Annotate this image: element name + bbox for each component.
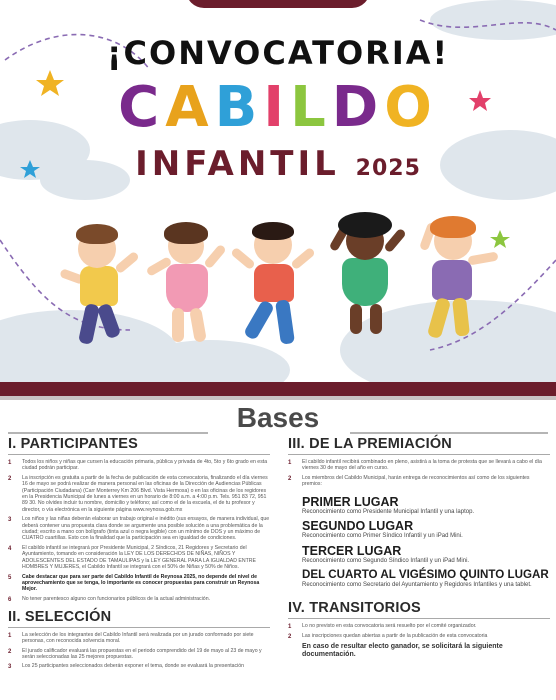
list-item [288,459,550,472]
documentation-note: En caso de resultar electo ganador, se solicitará la siguiente documentación. [302,642,503,659]
list-item [8,574,270,593]
list-item [288,475,550,488]
title-letter: C [118,75,166,140]
item-text: Lo no previsto en esta convocatoria será resuelto por el comité organizador. [302,622,477,629]
prize-item [302,544,550,566]
headline: ¡CONVOCATORIA! [106,34,450,72]
bases-title: Bases [236,402,320,433]
section-rule [8,454,270,455]
year-text: 2025 [355,156,421,181]
section-rule [8,627,270,628]
list-item [8,475,270,513]
left-column [8,436,270,673]
title-letter: B [214,75,264,140]
list-item [8,648,270,661]
list-item [8,596,270,603]
item-text: El jurado calificador evaluará las propuestas en el periodo comprendido del 19 de mayo al 23 de mayo y serán seleccionadas las 25 mejores propuestas. [22,647,262,660]
infantil-subtitle [0,144,556,184]
kid-illustration [410,214,500,354]
prize-description: Reconocimiento como Secretario del Ayuntamiento y Regidores Infantiles y una tablet. [302,582,532,589]
item-number: 1 [288,460,292,466]
item-number: 2 [288,475,292,482]
list-item [8,459,270,472]
item-number: 5 [8,574,12,581]
item-number: 2 [8,475,12,482]
item-text: El cabildo infantil se integrará por Presidente Municipal, 2 Síndicos, 21 Regidores y Secretario del Ayuntamiento, tomando en consideración la LEY DE LOS DERECHOS DE NIÑAS, NIÑOS Y ADOLESCENTES DEL ESTADO DE TAMAULIPAS y la LEY GENERAL PARA LA IGUALDAD ENTRE HOMBRES Y MUJERES, el Cabildo Infantil se integrará con el 50% de Niñas y 50% de Niños. [22,544,256,571]
cabildo-title [0,76,556,140]
section-title: III. DE LA PREMIACIÓN [288,436,452,452]
item-number: 3 [8,517,12,524]
prize-name: DEL CUARTO AL VIGÉSIMO QUINTO LUGAR [302,568,549,582]
title-letter: O [384,75,438,140]
item-text: Los miembros del Cabildo Municipal, harán entrega de reconocimientos así como de los siguientes premios: [302,474,530,488]
title-letter: I [263,75,291,140]
kid-illustration [328,212,408,352]
title-letter: A [165,75,215,140]
item-number: 2 [8,648,12,655]
section-title: II. SELECCIÓN [8,608,112,625]
item-number: 6 [8,596,12,603]
prize-description: Reconocimiento como Presidente Municipal Infantil y una laptop. [302,508,475,515]
title-letter: L [290,75,332,140]
item-text: La selección de los integrantes del Cabildo Infantil será realizada por un jurado conformado por siete personas, con reconocida solvencia moral. [22,631,254,645]
list-item [288,623,550,630]
item-text: Todos los niños y niñas que cursen la educación primaria, pública y privada de 4to, 5to y 6to grado en esta ciudad podrán participar. [22,459,268,472]
title-letter: D [331,75,385,140]
subtitle-text: INFANTIL [135,144,340,184]
kid-illustration [236,220,316,360]
list-item [8,516,270,542]
kid-illustration [62,222,142,352]
item-text: Los niños y las niñas deberán elaborar un trabajo original e inédito (sus ensayos, de manera individual, que deberá contener una propuesta clara donde se argumente una posible solución a una problemática de la ciudad; escrito a mano con bolígrafo (tinta azul o negra legible) con un mínimo de DOS y un máximo de CUATRO cuartillas. Esto con la finalidad que la participación sea en igualdad de condiciones. [22,516,270,542]
prize-name: TERCER LUGAR [302,543,402,558]
item-number: 1 [8,632,12,639]
list-item [8,632,270,645]
top-tab-decoration [186,0,370,8]
prize-description: Reconocimiento como Segundo Síndico Infantil y un iPad Mini. [302,557,470,564]
section-title: IV. TRANSITORIOS [288,599,421,616]
item-number: 1 [8,460,12,466]
list-item [8,545,270,571]
item-number: 2 [288,633,292,640]
item-text: Los 25 participantes seleccionados deberán exponer el tema, donde se evaluará la presentación [22,663,245,670]
list-item [288,633,550,640]
bases-section [0,400,556,700]
item-text: Las inscripciones quedan abiertas a partir de la publicación de esta convocatoria [302,632,488,639]
prize-item [302,495,550,517]
item-text: El cabildo infantil recibirá combinado en pleno, asistirá a la toma de protesta que se llevará a cabo el día viernes 30 de mayo del año en curso. [302,459,542,472]
prize-description: Reconocimiento como Primer Síndico Infantil y un iPad Mini. [302,533,463,540]
prize-name: SEGUNDO LUGAR [302,519,414,534]
item-number: 4 [8,545,12,552]
item-text: La inscripción es gratuita a partir de la fecha de publicación de esta convocatoria, finalizando el día viernes 16 de mayo se podrá realizar de manera personal en las oficinas de la Dirección de Audiencias Públicas (Participación Ciudadana) (Carr Monterrey Km 206 Blvd. Vista Hermosa) o en las oficinas de los regidores en la Presidencia Municipal de lunes a viernes en un horario de 8:00 a.m. a 4:00 p.m. Tels. 951 83 72, 951 89 30. No olvides incluir tu nombre, domicilio y teléfono; así como el de la escuela, el de tu profesor y director, o vía electrónica en la siguiente página www.reynosa.gob.mx [22,474,268,513]
item-number: 3 [8,664,12,671]
section-title: I. PARTICIPANTES [8,436,138,452]
section-rule [288,618,550,619]
item-text: No tener parentesco alguno con funcionarios públicos de la actual administración. [22,595,211,602]
list-item [8,663,270,670]
section-rule [288,454,550,455]
kid-illustration [150,222,230,352]
item-text: Cabe destacar que para ser parte del Cabildo Infantil de Reynosa 2025, no depende del nivel de aprovechamiento que se tenga, lo importante es conocer propuestas para construir un Reynosa Mejor. [22,573,260,593]
prize-item [302,568,550,590]
right-column [288,436,550,660]
prize-name: PRIMER LUGAR [302,494,399,509]
prize-item [302,519,550,541]
item-number: 1 [288,623,292,630]
